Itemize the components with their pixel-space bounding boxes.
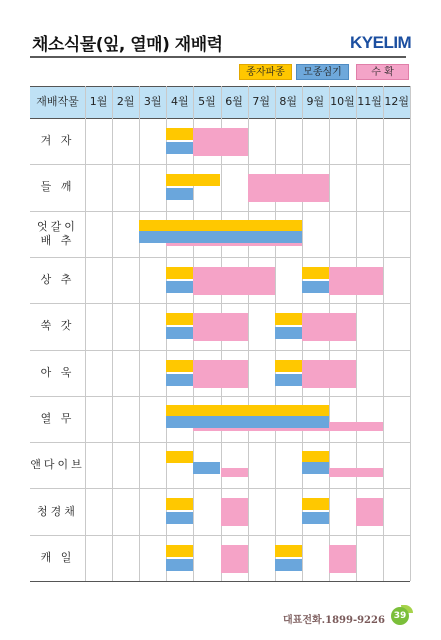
harvest-bar [221, 545, 248, 573]
harvest-bar [193, 360, 247, 388]
crop-name-line: 엇갈이 [37, 219, 78, 233]
harvest-bar [329, 468, 383, 477]
harvest-bar [302, 313, 356, 341]
header-month: 1월 [89, 95, 108, 108]
crop-name [30, 134, 85, 148]
crop-name [30, 458, 85, 472]
page-title: 채소식물(잎, 열매) 재배력 [32, 35, 223, 55]
seed-bar [166, 313, 193, 325]
plant-bar [166, 327, 193, 339]
header-month: 8월 [279, 95, 298, 108]
harvest-bar [329, 545, 356, 573]
plant-bar [302, 462, 329, 474]
cultivation-calendar-table [30, 86, 410, 581]
plant-bar [166, 281, 193, 293]
plant-bar [139, 231, 166, 243]
crop-name [30, 366, 85, 380]
harvest-bar [356, 498, 383, 526]
crop-name-line: 열 무 [40, 411, 75, 425]
grid-line [30, 581, 410, 582]
seed-bar [166, 174, 220, 186]
seed-bar [166, 498, 193, 510]
plant-bar [166, 374, 193, 386]
header-month: 5월 [198, 95, 216, 108]
crop-name-line: 겨 자 [40, 134, 75, 148]
seed-bar [166, 360, 193, 372]
harvest-bar [193, 267, 274, 295]
grid-line [410, 86, 411, 581]
seed-bar [302, 498, 329, 510]
header-month: 4월 [171, 95, 189, 108]
header-month: 6월 [225, 95, 243, 108]
grid-line [248, 86, 249, 581]
footer-phone: 대표전화.1899-9226 [283, 615, 385, 626]
crop-name-line: 쑥 갓 [40, 319, 75, 333]
crop-name-line: 들 깨 [40, 180, 75, 194]
grid-line [112, 86, 113, 581]
harvest-bar [302, 360, 356, 388]
seed-bar [166, 545, 193, 557]
seed-bar [166, 451, 193, 463]
header-month: 11월 [357, 95, 382, 108]
crop-name-line: 청경채 [37, 504, 78, 518]
plant-bar [193, 462, 220, 474]
header-month: 12월 [384, 95, 409, 108]
crop-name [30, 273, 85, 287]
grid-line [85, 86, 86, 581]
harvest-bar [193, 128, 247, 156]
seed-bar [275, 360, 302, 372]
plant-bar [166, 188, 193, 200]
header-month: 7월 [252, 95, 270, 108]
harvest-bar [221, 468, 248, 477]
crop-name [30, 319, 85, 333]
legend-plant: 모종심기 [296, 64, 349, 80]
crop-name [30, 505, 85, 519]
crop-name-line: 배 추 [40, 233, 75, 247]
plant-bar [275, 327, 302, 339]
crop-name-line: 아 욱 [40, 365, 75, 379]
crop-name [30, 412, 85, 426]
crop-name-line: 앤다이브 [30, 458, 85, 472]
plant-bar [166, 416, 329, 428]
plant-bar [166, 559, 193, 571]
plant-bar [275, 559, 302, 571]
seed-bar [302, 267, 329, 279]
page-number-badge [391, 605, 413, 627]
header-crop: 재배작물 [36, 95, 79, 108]
legend-seed: 종자파종 [239, 64, 292, 80]
crop-name [30, 180, 85, 194]
harvest-bar [329, 267, 383, 295]
header-month: 2월 [116, 95, 135, 108]
crop-name [30, 551, 85, 565]
page-number: 39 [391, 607, 409, 625]
crop-name-line: 상 추 [40, 273, 75, 287]
harvest-bar [248, 174, 329, 202]
seed-bar [166, 267, 193, 279]
plant-bar [166, 231, 302, 243]
legend-harvest: 수 확 [356, 64, 409, 80]
harvest-bar [329, 422, 383, 431]
seed-bar [275, 313, 302, 325]
crop-name [30, 220, 85, 248]
plant-bar [166, 512, 193, 524]
title-underline [30, 56, 406, 58]
harvest-bar [221, 498, 248, 526]
crop-name-line: 캐 일 [40, 550, 75, 564]
header-month: 9월 [306, 95, 325, 108]
header-month: 3월 [143, 95, 162, 108]
header-month: 10월 [330, 95, 355, 108]
plant-bar [302, 281, 329, 293]
plant-bar [302, 512, 329, 524]
grid-line [139, 86, 140, 581]
seed-bar [275, 545, 302, 557]
harvest-bar [193, 313, 247, 341]
plant-bar [275, 374, 302, 386]
grid-line [383, 86, 384, 581]
company-logo [350, 33, 412, 53]
plant-bar [166, 142, 193, 154]
seed-bar [166, 128, 193, 140]
logo-text: KYELIM [350, 33, 412, 52]
